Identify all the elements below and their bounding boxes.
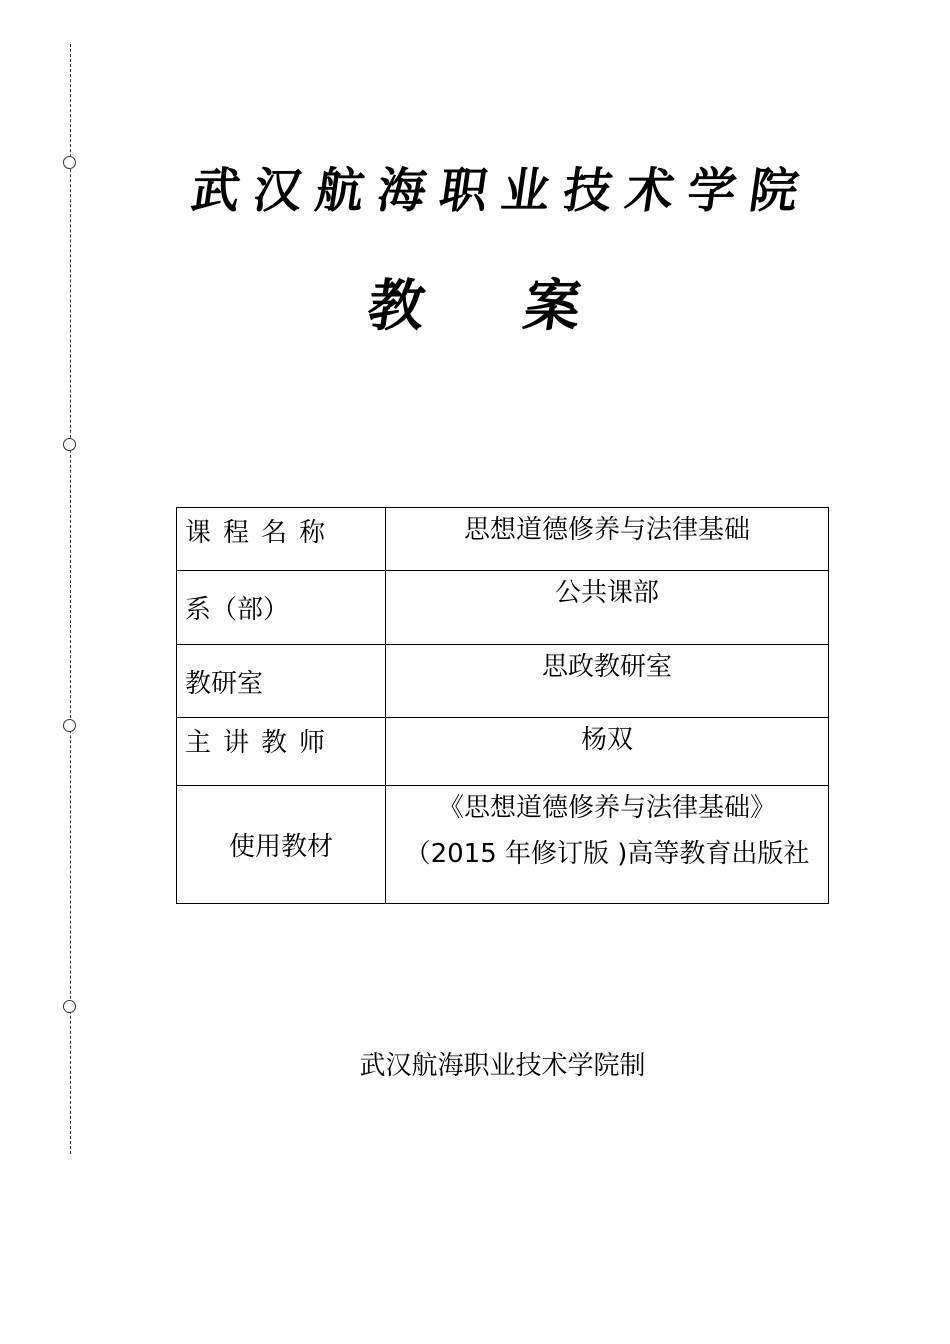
course-name-value	[386, 508, 829, 571]
course-info-table	[176, 507, 829, 904]
table-row	[177, 571, 829, 645]
teaching-office-value-text: 思政教研室	[541, 652, 672, 682]
textbook-edition-text: （2015 年修订版 )高等教育出版社	[404, 839, 810, 869]
textbook-label: 使用教材	[177, 786, 386, 904]
department-value-text: 公共课部	[554, 578, 659, 608]
table-row	[177, 645, 829, 718]
lecturer-label: 主讲教师	[177, 718, 386, 786]
table-row	[177, 508, 829, 571]
binding-hole-icon	[63, 719, 76, 732]
lecturer-value-text: 杨双	[580, 725, 633, 755]
course-name-label: 课程名称	[177, 508, 386, 571]
school-name-title: 武汉航海职业技术学院	[187, 163, 816, 219]
textbook-value	[386, 786, 829, 904]
table-row	[177, 786, 829, 904]
document-title: 教案	[363, 273, 686, 339]
table-row	[177, 718, 829, 786]
textbook-title-text: 《思想道德修养与法律基础》	[437, 793, 776, 823]
lecturer-value	[386, 718, 829, 786]
binding-hole-icon	[63, 438, 76, 451]
department-value	[386, 571, 829, 645]
issuer-footer: 武汉航海职业技术学院制	[359, 1051, 646, 1081]
course-name-value-text: 思想道德修养与法律基础	[463, 515, 750, 545]
binding-hole-icon	[63, 1000, 76, 1013]
teaching-office-label: 教研室	[177, 645, 386, 718]
teaching-office-value	[386, 645, 829, 718]
department-label: 系（部）	[177, 571, 386, 645]
